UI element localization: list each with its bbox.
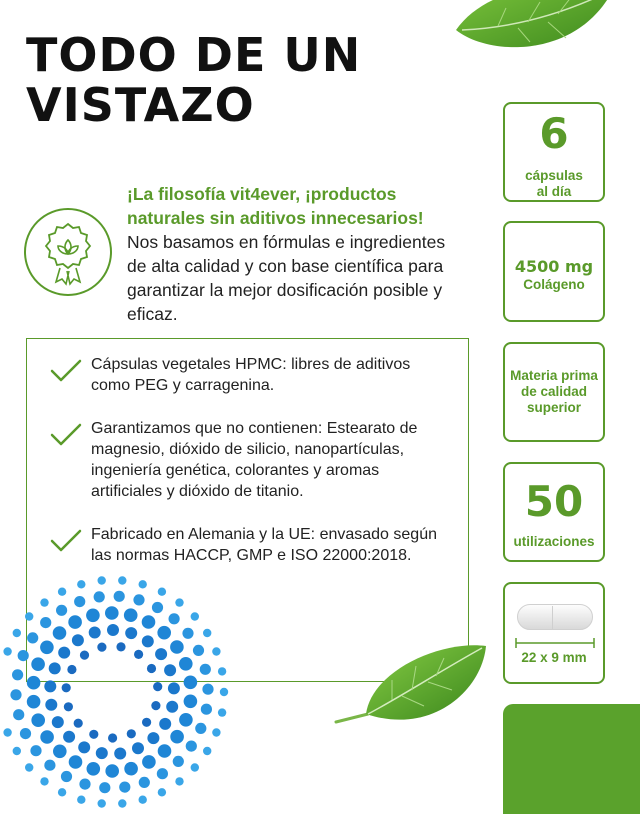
pattern-dot <box>44 680 56 692</box>
pattern-dot <box>25 763 33 771</box>
pattern-dot <box>119 782 130 793</box>
pattern-dot <box>201 704 212 715</box>
pattern-dot <box>13 747 21 755</box>
pattern-dot <box>184 676 198 690</box>
pattern-dot <box>89 730 98 739</box>
uses-value: 50 <box>524 477 584 526</box>
pattern-dot <box>31 657 45 671</box>
pattern-dot <box>182 628 193 639</box>
pattern-dot <box>74 596 85 607</box>
pattern-dot <box>158 744 172 758</box>
dimension-line-icon <box>515 638 595 648</box>
pattern-dot <box>124 608 138 622</box>
pattern-dot <box>44 760 55 771</box>
pattern-dot <box>212 728 220 736</box>
pattern-dot <box>118 576 126 584</box>
pattern-dot <box>186 741 197 752</box>
pattern-dot <box>203 629 211 637</box>
pattern-dot <box>155 648 167 660</box>
pattern-dot <box>87 762 101 776</box>
pattern-dot <box>118 799 126 807</box>
pattern-dot <box>13 709 24 720</box>
capsules-label: cápsulas al día <box>525 168 583 199</box>
check-icon <box>49 528 83 554</box>
card-size <box>503 582 605 684</box>
pattern-dot <box>152 602 163 613</box>
pattern-dot <box>18 650 29 661</box>
pattern-dot <box>63 731 75 743</box>
pattern-dot <box>40 598 48 606</box>
pattern-dot <box>77 796 85 804</box>
pattern-dot <box>142 615 156 629</box>
pattern-dot <box>124 762 138 776</box>
pattern-dot <box>127 729 136 738</box>
check-icon <box>49 358 83 384</box>
pattern-dot <box>195 723 206 734</box>
pattern-dot <box>49 662 61 674</box>
pattern-dot <box>139 580 147 588</box>
dose-value: 4500 mg <box>514 257 594 276</box>
pattern-dot <box>191 612 199 620</box>
pattern-dot <box>58 647 70 659</box>
pattern-dot <box>67 665 76 674</box>
pattern-dot <box>158 588 166 596</box>
pattern-dot <box>175 598 183 606</box>
pattern-dot <box>220 688 228 696</box>
pattern-dot <box>125 627 137 639</box>
pattern-dot <box>45 699 57 711</box>
pattern-dot <box>40 777 48 785</box>
pattern-dot <box>168 682 180 694</box>
pattern-dot <box>147 732 159 744</box>
pattern-dot <box>89 627 101 639</box>
pattern-dot <box>68 615 82 629</box>
pattern-dot <box>158 788 166 796</box>
pattern-dot <box>40 730 54 744</box>
pattern-dot <box>72 634 84 646</box>
pattern-dot <box>203 747 211 755</box>
pattern-dot <box>30 745 41 756</box>
pattern-dot <box>170 640 184 654</box>
check-icon <box>49 422 83 448</box>
card-uses <box>503 462 605 562</box>
intro-highlight: ¡La filosofía vit4ever, ¡productos naturales sin aditivos innecesarios! <box>127 184 424 228</box>
pattern-dot <box>77 580 85 588</box>
card-capsules-per-day <box>503 102 605 202</box>
pattern-dot <box>97 643 106 652</box>
pattern-dot <box>3 647 11 655</box>
pattern-dot <box>98 799 106 807</box>
pattern-dot <box>107 624 119 636</box>
pattern-dot <box>64 702 73 711</box>
pattern-dot <box>142 718 151 727</box>
pattern-dot <box>105 764 119 778</box>
pattern-dot <box>169 613 180 624</box>
card-quality <box>503 342 605 442</box>
pattern-dot <box>114 591 125 602</box>
pattern-dot <box>53 626 67 640</box>
pattern-dot <box>184 695 198 709</box>
pattern-dot <box>13 629 21 637</box>
pattern-dot <box>105 606 119 620</box>
pattern-dot <box>139 777 150 788</box>
pattern-dot <box>62 683 71 692</box>
pattern-dot <box>116 642 125 651</box>
leaf-mid-image <box>332 640 492 740</box>
capsule-icon <box>517 604 593 630</box>
feature-text: Garantizamos que no contienen: Estearato de magnesio, dióxido de silicio, nanopartículas, ingeniería genética, colorantes y aromas artificiales y dióxido de titanio. <box>91 420 418 500</box>
page-title <box>26 30 361 130</box>
pattern-dot <box>98 576 106 584</box>
quality-label: Materia prima de calidad superior <box>510 368 598 415</box>
pattern-dot <box>78 741 90 753</box>
pattern-dot <box>94 591 105 602</box>
pattern-dot <box>153 682 162 691</box>
pattern-dot <box>157 626 171 640</box>
pattern-dot <box>151 701 160 710</box>
capsules-value: 6 <box>539 109 569 158</box>
pattern-dot <box>147 664 156 673</box>
pattern-dot <box>52 716 64 728</box>
pattern-dot <box>175 777 183 785</box>
pattern-dot <box>193 645 204 656</box>
pattern-dot <box>139 796 147 804</box>
title-line-2: VISTAZO <box>26 78 255 132</box>
pattern-dot <box>157 768 168 779</box>
pattern-dot <box>202 684 213 695</box>
card-dose <box>503 221 605 322</box>
pattern-dot <box>164 664 176 676</box>
pattern-dot <box>142 635 154 647</box>
pattern-dot <box>25 612 33 620</box>
pattern-dot <box>132 742 144 754</box>
pattern-dot <box>133 594 144 605</box>
dot-pattern <box>0 574 230 814</box>
dose-label: Colágeno <box>523 277 585 292</box>
award-badge-icon <box>22 206 114 298</box>
pattern-dot <box>179 657 193 671</box>
pattern-dot <box>10 689 21 700</box>
pattern-dot <box>166 701 178 713</box>
leaf-top-image <box>448 0 618 58</box>
pattern-dot <box>114 748 126 760</box>
pattern-dot <box>79 779 90 790</box>
pattern-dot <box>61 771 72 782</box>
pattern-dot <box>108 733 117 742</box>
pattern-dot <box>27 632 38 643</box>
pattern-dot <box>179 713 193 727</box>
pattern-dot <box>74 719 83 728</box>
uses-label: utilizaciones <box>513 534 595 549</box>
pattern-dot <box>99 782 110 793</box>
pattern-dot <box>80 651 89 660</box>
pattern-dot <box>31 713 45 727</box>
feature-text: Fabricado en Alemania y la UE: envasado según las normas HACCP, GMP e ISO 22000:2018. <box>91 526 437 564</box>
pattern-dot <box>58 588 66 596</box>
pattern-dot <box>20 728 31 739</box>
pattern-dot <box>53 745 67 759</box>
pattern-dot <box>96 747 108 759</box>
pattern-dot <box>58 788 66 796</box>
pattern-dot <box>218 667 226 675</box>
pattern-dot <box>134 650 143 659</box>
pattern-dot <box>40 641 54 655</box>
size-label: 22 x 9 mm <box>521 650 587 665</box>
pattern-dot <box>218 708 226 716</box>
pattern-dot <box>3 728 11 736</box>
feature-text: Cápsulas vegetales HPMC: libres de aditivos como PEG y carragenina. <box>91 356 411 394</box>
pattern-dot <box>40 617 51 628</box>
pattern-dot <box>159 718 171 730</box>
pattern-dot <box>200 664 211 675</box>
pattern-dot <box>191 763 199 771</box>
intro-text <box>127 182 467 326</box>
pattern-dot <box>173 756 184 767</box>
pattern-dot <box>212 647 220 655</box>
pattern-dot <box>12 669 23 680</box>
intro-body: Nos basamos en fórmulas e ingredientes de alta calidad y con base científica para garantizar la mejor dosificación posible y eficaz. <box>127 232 446 324</box>
pattern-dot <box>27 695 41 709</box>
pattern-dot <box>56 605 67 616</box>
title-line-1: TODO DE UN <box>26 28 362 82</box>
pattern-dot <box>170 730 184 744</box>
pattern-dot <box>27 676 41 690</box>
pattern-dot <box>142 755 156 769</box>
pattern-dot <box>86 609 100 623</box>
pattern-dot <box>69 755 83 769</box>
green-corner-block <box>503 704 640 814</box>
